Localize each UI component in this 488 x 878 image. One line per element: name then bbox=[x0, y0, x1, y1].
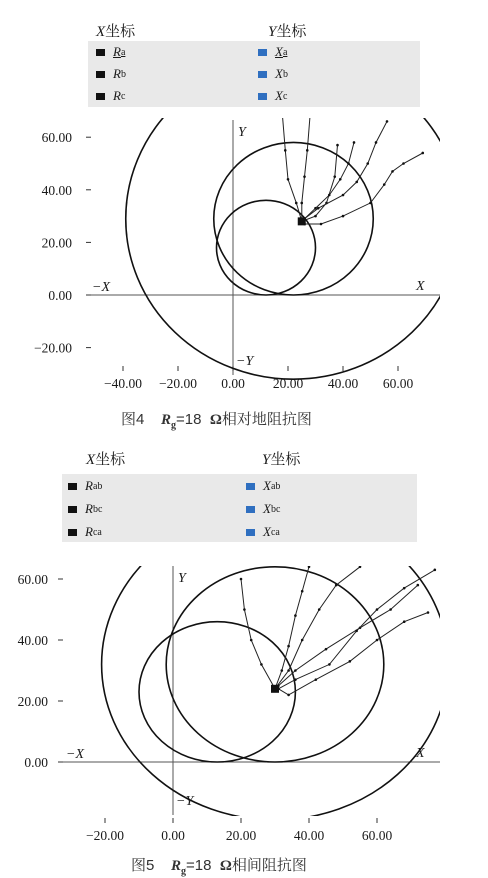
y-tick-label: 40.00 bbox=[41, 182, 72, 198]
trajectory-point bbox=[243, 608, 246, 611]
axis-label-pos-x: X bbox=[416, 746, 425, 761]
y-coord-header: Y坐标 bbox=[268, 24, 307, 40]
trajectory-point bbox=[240, 578, 243, 581]
axis-label-neg-x: −X bbox=[66, 747, 84, 762]
y-tick-label: −20.00 bbox=[34, 340, 72, 356]
trajectory-point bbox=[308, 566, 311, 569]
legend-item-rca: R ca bbox=[68, 524, 102, 540]
x-tick-label: −40.00 bbox=[104, 376, 142, 391]
x-tick-label: −20.00 bbox=[159, 376, 197, 391]
trajectory-point bbox=[294, 614, 297, 617]
axis-label-neg-y: −Y bbox=[176, 794, 194, 809]
legend-item-xb: X b bbox=[258, 66, 288, 82]
trajectory-point bbox=[294, 669, 297, 672]
trajectory-point bbox=[281, 669, 284, 672]
trajectory-point bbox=[417, 584, 420, 587]
trajectory-point bbox=[403, 587, 406, 590]
trajectory-point bbox=[301, 639, 304, 642]
trajectory-point bbox=[389, 608, 392, 611]
y-coord-header: Y坐标 bbox=[262, 452, 301, 468]
trajectory-point bbox=[359, 566, 362, 569]
axis-label-pos-x: X bbox=[416, 279, 425, 294]
trajectory-point bbox=[335, 584, 338, 587]
impedance-circle bbox=[166, 567, 384, 762]
trajectory-point bbox=[376, 639, 379, 642]
y-tick-label: 0.00 bbox=[24, 755, 48, 770]
legend-item-xc: X c bbox=[258, 88, 287, 104]
trajectory-point bbox=[376, 608, 379, 611]
legend-item-xa: X a bbox=[258, 44, 287, 60]
trajectory-point bbox=[349, 660, 352, 663]
trajectory-point bbox=[315, 678, 318, 681]
trajectory-point bbox=[328, 663, 331, 666]
trajectory-point bbox=[250, 639, 253, 642]
y-tick-label: 20.00 bbox=[41, 235, 72, 251]
legend-item-rab: R ab bbox=[68, 478, 102, 494]
trajectory-point bbox=[260, 663, 263, 666]
figure-caption-4: 图4 $R_g=18$ Ω相对地阻抗图 bbox=[121, 411, 312, 431]
y-tick-label: 40.00 bbox=[17, 633, 48, 648]
axis-label-neg-x: −X bbox=[92, 280, 110, 295]
x-tick-label: 0.00 bbox=[161, 828, 185, 843]
plot-area bbox=[102, 509, 449, 820]
axis-label-pos-y: Y bbox=[238, 125, 246, 140]
legend-item-xab: X ab bbox=[246, 478, 280, 494]
legend-item-rc: R c bbox=[96, 88, 125, 104]
trajectory-point bbox=[325, 648, 328, 651]
axis-label-pos-y: Y bbox=[178, 571, 186, 586]
y-tick-label: 0.00 bbox=[48, 288, 72, 303]
convergence-marker bbox=[271, 685, 279, 693]
trajectory-point bbox=[287, 645, 290, 648]
trajectory-point bbox=[427, 611, 430, 614]
x-tick-label: 40.00 bbox=[327, 376, 359, 391]
x-tick-label: 0.00 bbox=[221, 376, 245, 391]
x-tick-label: 60.00 bbox=[361, 828, 393, 843]
trajectory-point bbox=[403, 620, 406, 623]
axis-label-neg-y: −Y bbox=[236, 354, 254, 369]
x-coord-header: X坐标 bbox=[96, 24, 136, 40]
trajectory-point bbox=[434, 569, 437, 572]
trajectory-point bbox=[355, 630, 358, 633]
trajectory-point bbox=[287, 669, 290, 672]
x-tick-label: 20.00 bbox=[225, 828, 257, 843]
trajectory-point bbox=[294, 678, 297, 681]
x-tick-label: 60.00 bbox=[382, 376, 414, 391]
legend-item-xca: X ca bbox=[246, 524, 280, 540]
legend-item-xbc: X bc bbox=[246, 501, 280, 517]
impedance-circle bbox=[102, 509, 449, 820]
x-tick-label: 20.00 bbox=[272, 376, 304, 391]
legend-item-ra: R a bbox=[96, 44, 125, 60]
trajectory-line bbox=[278, 613, 428, 695]
trajectory-point bbox=[287, 694, 290, 697]
x-coord-header: X坐标 bbox=[86, 452, 126, 468]
y-tick-label: 60.00 bbox=[41, 130, 72, 146]
figure-caption-5: 图5 $R_g=18$ Ω相间阻抗图 bbox=[131, 857, 307, 877]
trajectory-point bbox=[301, 590, 304, 593]
x-tick-label: −20.00 bbox=[86, 828, 124, 843]
y-tick-label: 20.00 bbox=[17, 694, 48, 709]
legend-item-rbc: R bc bbox=[68, 501, 102, 517]
x-tick-label: 40.00 bbox=[293, 828, 325, 843]
legend-item-rb: R b bbox=[96, 66, 126, 82]
trajectory-point bbox=[318, 608, 321, 611]
trajectory-line bbox=[241, 579, 275, 689]
y-tick-label: 60.00 bbox=[17, 572, 48, 587]
